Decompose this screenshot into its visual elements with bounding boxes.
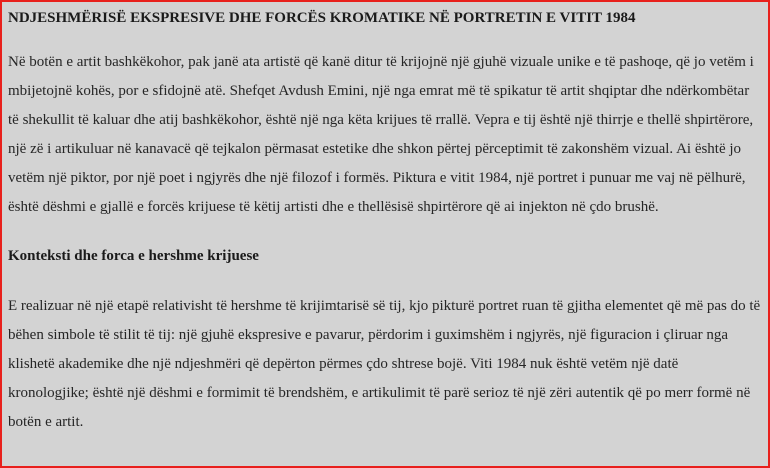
section-paragraph: E realizuar në një etapë relativisht të hershme të krijimtarisë së tij, kjo pikturë portret ruan të gjitha elementet që më pas do të bëhen simbole të stilit të tij: një gjuhë ekspresive e pavarur, përdorim i guximshëm i ngjyrës, një figuracion i çliruar nga klishetë akademike dhe një ndjeshmëri që depërton përmes çdo shtrese bojë. Viti 1984 nuk është vetëm një datë kronologjike; është një dëshmi e formimit të brendshëm, e artikulimit të parë serioz të një zëri autentik që po merr formë në botën e artit. <box>8 298 761 430</box>
intro-paragraph: Në botën e artit bashkëkohor, pak janë ata artistë që kanë ditur të krijojnë një gjuhë vizuale unike e të pashoqe, që jo vetëm i mbijetojnë kohës, por e sfidojnë atë. Shefqet Avdush Emini, një nga emrat më të spikatur të artit shqiptar dhe ndërkombëtar të shekullit të kaluar dhe atij bashkëkohor, është një nga këta krijues të rrallë. Vepra e tij është një thirrje e thellë shpirtërore, një zë i artikuluar në kanavacë që tejkalon përmasat estetike dhe shkon përtej përceptimit të zakonshëm vizual. Ai është jo vetëm një piktor, por një poet i ngjyrës dhe një filozof i formës. Piktura e vitit 1984, një portret i punuar me vaj në pëlhurë, është dëshmi e gjallë e forcës krijuese të këtij artisti dhe e thellësisë shpirtërore që ai injekton në çdo brushë. <box>8 54 754 215</box>
article-title: NDJESHMËRISË EKSPRESIVE DHE FORCËS KROMATIKE NË PORTRETIN E VITIT 1984 <box>8 10 636 26</box>
section-heading: Konteksti dhe forca e hershme krijuese <box>8 248 259 264</box>
